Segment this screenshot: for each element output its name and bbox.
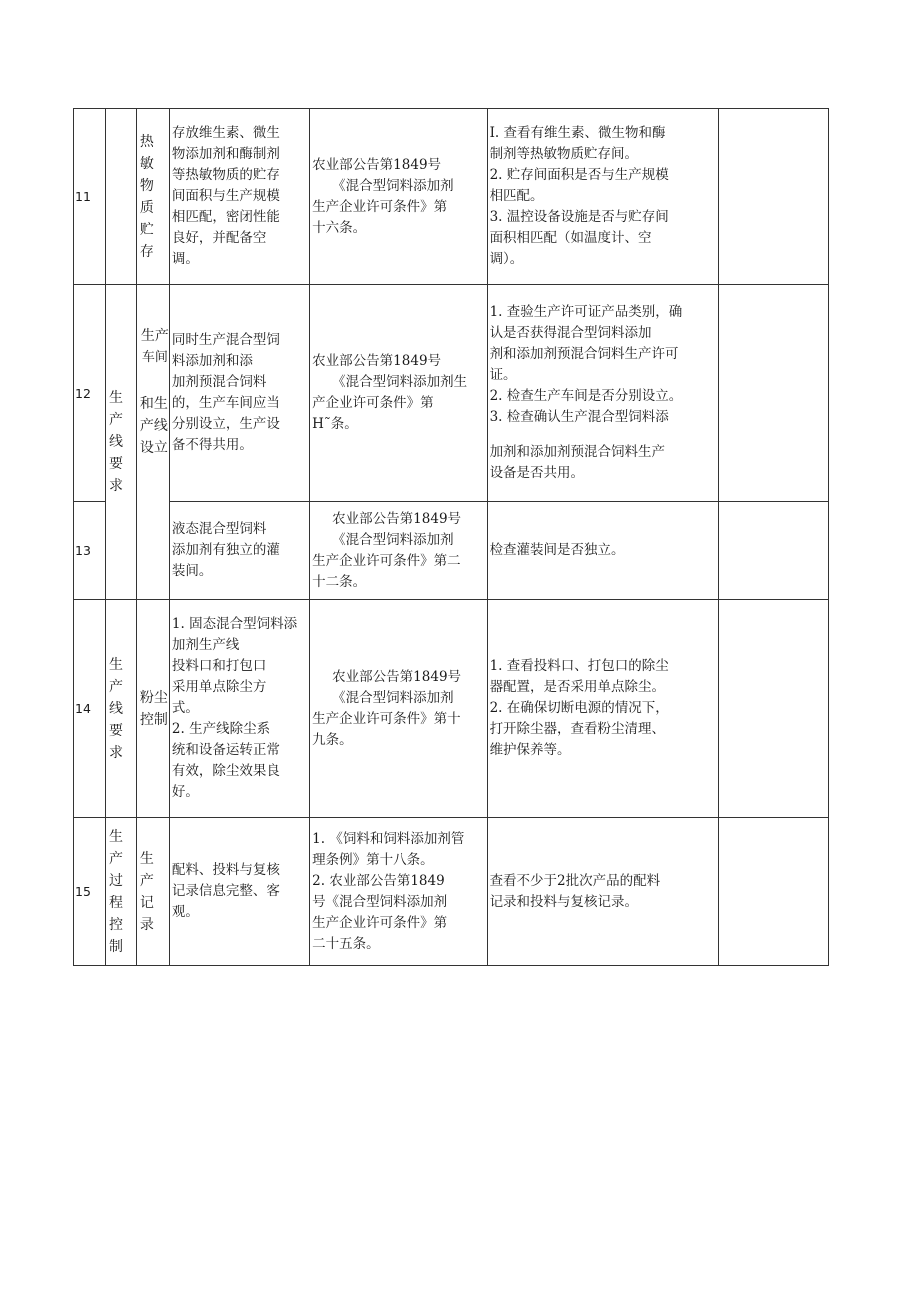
category-cell: [105, 818, 136, 966]
requirement-cell: [169, 600, 309, 818]
subcategory-cell: [136, 818, 169, 966]
method-line: 器配置，是否采用单点除尘。: [489, 679, 666, 695]
method-cell: [487, 818, 718, 966]
basis-line: 农业部公告第1849号: [312, 156, 442, 173]
method-line: 检查灌装间是否独立。: [489, 542, 625, 558]
method-line: 打开除尘器，查看粉尘清理、: [489, 721, 666, 737]
method-line: 查看不少于2批次产品的配料: [489, 872, 661, 889]
basis-line: 1. 《饲料和饲料添加剂管: [312, 830, 465, 847]
requirement-line: 投料口和打包口: [171, 658, 267, 674]
blank-cell: [718, 285, 828, 502]
method-line: 3. 温控设备设施是否与贮存间: [489, 209, 669, 225]
row-number: 11: [74, 109, 106, 285]
method-line: 调）。: [489, 251, 524, 267]
basis-cell: [310, 502, 487, 600]
requirement-line: 间面积与生产规模: [171, 188, 280, 204]
basis-line: 生产企业许可条件》第: [312, 914, 448, 931]
subcategory-cell: [136, 109, 169, 285]
method-line: 1. 查验生产许可证产品类别，确: [489, 304, 683, 320]
method-line: 证。: [489, 367, 517, 383]
requirement-line: 2. 生产线除尘系: [171, 721, 271, 737]
category-cell-empty: [105, 109, 136, 285]
row-number: 15: [74, 818, 106, 966]
basis-line: 《混合型饲料添加剂: [332, 531, 454, 548]
basis-line: 二十五条。: [312, 935, 380, 952]
requirement-line: 调。: [171, 251, 199, 267]
requirement-line: 等热敏物质的贮存: [171, 167, 280, 183]
method-line: 记录和投料与复核记录。: [489, 893, 639, 910]
requirement-line: 统和设备运转正常: [171, 742, 280, 758]
requirement-line: 备不得共用。: [171, 437, 253, 453]
subcategory-label: 和生产线设立: [139, 396, 168, 456]
requirement-line: 的，生产车间应当: [171, 395, 280, 411]
row-number: 14: [74, 600, 106, 818]
subcategory-cell: [136, 600, 169, 818]
method-line: 维护保养等。: [489, 742, 571, 758]
basis-cell: [310, 285, 487, 502]
requirement-line: 良好，并配备空: [171, 230, 267, 246]
requirement-cell: [169, 818, 309, 966]
requirement-line: 加剂预混合饲料: [171, 374, 267, 390]
requirement-line: 观。: [171, 904, 199, 920]
method-line: 3. 检查确认生产混合型饲料添: [489, 409, 669, 425]
method-line: 设备是否共用。: [489, 465, 585, 481]
category-cell: [105, 285, 136, 600]
requirement-line: 液态混合型饲料: [171, 521, 267, 537]
requirement-line: 式。: [171, 700, 199, 716]
category-label: 生产线要求: [108, 390, 123, 494]
requirement-line: 1. 固态混合型饲料添: [171, 616, 298, 632]
basis-line: 九条。: [312, 731, 353, 748]
category-cell: [105, 600, 136, 818]
basis-line: 《混合型饲料添加剂: [332, 177, 454, 194]
requirement-line: 添加剂有独立的灌: [171, 542, 280, 558]
requirement-line: 料添加剂和添: [171, 353, 253, 369]
method-line: 剂和添加剂预混合饲料生产许可: [489, 346, 679, 362]
requirement-line: 好。: [171, 784, 199, 800]
basis-line: 农业部公告第1849号: [332, 668, 462, 685]
requirements-table: [73, 108, 829, 966]
method-cell: [487, 600, 718, 818]
basis-line: 《混合型饲料添加剂生: [332, 374, 468, 390]
method-line: 2. 检查生产车间是否分别设立。: [489, 388, 683, 404]
method-line: 制剂等热敏物质贮存间。: [489, 146, 639, 162]
method-cell: [487, 502, 718, 600]
table-row: [74, 818, 829, 966]
subcategory-label: 热敏物质贮存: [139, 133, 154, 260]
category-label: 生产线要求: [108, 656, 123, 761]
requirement-cell: [169, 502, 309, 600]
subcategory-label: 粉尘控制: [139, 689, 168, 728]
basis-line: 农业部公告第1849号: [312, 353, 442, 369]
basis-line: 十二条。: [312, 573, 367, 590]
basis-line: 农业部公告第1849号: [332, 510, 462, 527]
blank-cell: [718, 502, 828, 600]
table-row: [74, 285, 829, 502]
table-row: [74, 600, 829, 818]
basis-line: 2. 农业部公告第1849: [312, 872, 445, 889]
requirement-cell: [169, 109, 309, 285]
method-line: 相匹配。: [489, 188, 544, 204]
requirement-line: 相匹配，密闭性能: [171, 209, 280, 225]
row-number: 12: [74, 285, 106, 502]
basis-line: 生产企业许可条件》第十: [312, 710, 461, 727]
basis-line: 十六条。: [312, 219, 367, 236]
basis-cell: [310, 818, 487, 966]
method-line: I. 查看有维生素、微生物和酶: [489, 125, 666, 141]
blank-cell: [718, 818, 828, 966]
basis-line: 生产企业许可条件》第二: [312, 552, 461, 569]
method-line: 2. 贮存间面积是否与生产规模: [489, 167, 669, 183]
category-label: 生产过程控制: [108, 828, 123, 955]
subcategory-label: 车间: [141, 350, 168, 365]
requirement-line: 记录信息完整、客: [171, 883, 280, 899]
requirement-line: 有效，除尘效果良: [171, 763, 280, 779]
subcategory-label: 生产记录: [139, 850, 154, 933]
requirement-line: 物添加剂和酶制剂: [171, 146, 280, 162]
subcategory-label: 生产: [140, 328, 169, 344]
basis-line: H˜条。: [312, 416, 358, 432]
method-line: 1. 查看投料口、打包口的除尘: [489, 658, 669, 674]
method-cell: [487, 109, 718, 285]
method-line: 认是否获得混合型饲料添加: [489, 325, 652, 341]
basis-line: 理条例》第十八条。: [312, 851, 434, 868]
method-line: 面积相匹配（如温度计、空: [489, 230, 652, 246]
method-line: 2. 在确保切断电源的情况下，: [489, 700, 669, 716]
requirement-line: 分别设立，生产设: [171, 416, 280, 432]
blank-cell: [718, 600, 828, 818]
requirement-line: 同时生产混合型饲: [171, 332, 280, 348]
row-number: 13: [74, 502, 106, 600]
method-line: 加剂和添加剂预混合饲料生产: [489, 444, 666, 460]
method-cell: [487, 285, 718, 502]
table-row: [74, 502, 829, 600]
requirement-line: 采用单点除尘方: [171, 679, 267, 695]
requirement-line: 加剂生产线: [171, 637, 240, 653]
table-row: [74, 109, 829, 285]
basis-cell: [310, 109, 487, 285]
basis-cell: [310, 600, 487, 818]
blank-cell: [718, 109, 828, 285]
basis-line: 生产企业许可条件》第: [312, 198, 448, 215]
basis-line: 号《混合型饲料添加剂: [312, 893, 448, 910]
requirement-line: 配料、投料与复核: [171, 862, 280, 878]
requirement-line: 存放维生素、微生: [171, 125, 280, 141]
basis-line: 《混合型饲料添加剂: [332, 689, 454, 706]
requirement-cell: [169, 285, 309, 502]
requirement-line: 装间。: [171, 563, 213, 579]
subcategory-cell: [136, 285, 169, 600]
basis-line: 产企业许可条件》第: [312, 395, 434, 411]
